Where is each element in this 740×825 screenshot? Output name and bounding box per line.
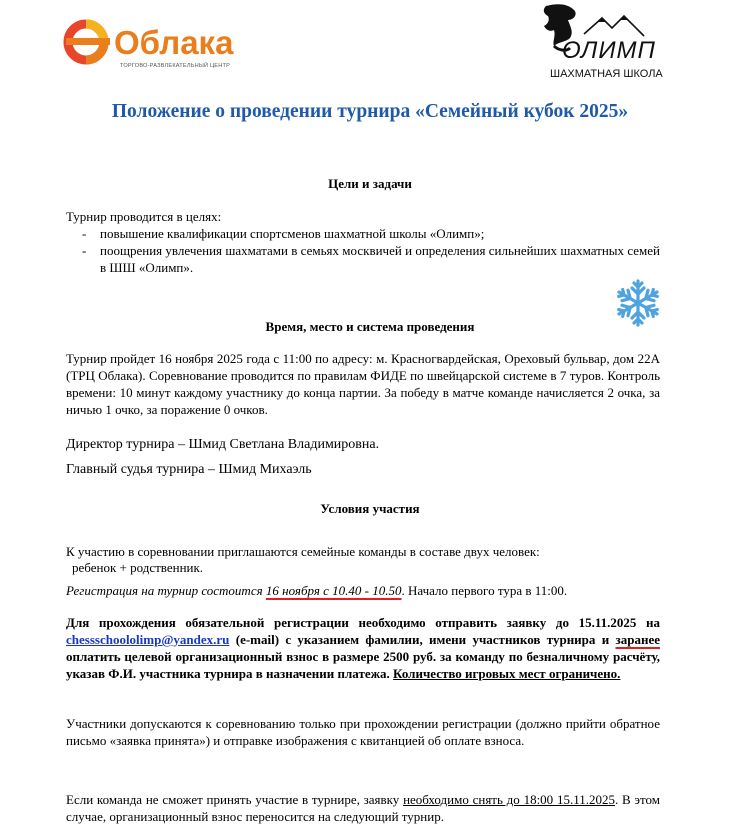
- oblaka-logo-name: Облака: [114, 24, 234, 61]
- oblaka-logo: [62, 14, 232, 70]
- requirements-advance-word: заранее: [615, 632, 660, 647]
- registration-date: 16 ноября с 10.40 - 10.50: [265, 583, 402, 598]
- registration-requirements: [66, 614, 660, 682]
- registration-line: [66, 582, 660, 599]
- goals-bullet-text: поощрения увлечения шахматами в семьях москвичей и определения сильнейших шахматных семей в ШШ «Олимп».: [100, 243, 660, 275]
- invite-line: К участию в соревновании приглашаются семейные команды в составе двух человек:: [66, 544, 540, 559]
- requirements-part1: Для прохождения обязательной регистрации необходимо отправить заявку до 15.11.2025 на: [66, 615, 660, 630]
- invite-team: ребенок + родственник.: [72, 560, 204, 575]
- olimp-logo-subtitle: ШАХМАТНАЯ ШКОЛА: [550, 68, 663, 80]
- judge-line: Главный судья турнира – Шмид Михаэль: [66, 462, 312, 477]
- cancellation-deadline: необходимо снять до 18:00 15.11.2025: [403, 792, 615, 807]
- registration-suffix: . Начало первого тура в 11:00.: [401, 583, 568, 598]
- email-link[interactable]: chessschoololimp@yandex.ru: [66, 632, 230, 647]
- oblaka-logo-subtitle: ТОРГОВО-РАЗВЛЕКАТЕЛЬНЫЙ ЦЕНТР: [120, 63, 231, 69]
- olimp-logo: [540, 2, 663, 82]
- goals-intro: Турнир проводится в целях:: [66, 209, 222, 224]
- time-paragraph: Турнир пройдет 16 ноября 2025 года с 11:00 по адресу: м. Красногвардейская, Ореховый бульвар, дом 22А (ТРЦ Облака). Соревнование проводится по правилам ФИДЕ по швейцарской системе в 7 туров. Контроль времени: 10 минут каждому участнику до конца партии. За победу в матче команде начисляется 2 очка, за ничью 1 очко, за поражение 0 очков.: [66, 351, 660, 417]
- requirements-part3: оплатить целевой организационный взнос в размере 2500 руб. за команду по безналичному расчёту, указав Ф.И. участника турнира в назначении платежа.: [66, 649, 660, 681]
- goals-bullet: - повышение квалификации спортсменов шахматной школы «Олимп»;: [82, 225, 660, 242]
- cancellation-part2: . В этом случае, организационный взнос переносится на следующий турнир.: [66, 792, 660, 824]
- time-heading: Время, место и система проведения: [265, 319, 475, 334]
- director-line: Директор турнира – Шмид Светлана Владимировна.: [66, 437, 380, 452]
- goals-bullet-text: повышение квалификации спортсменов шахматной школы «Олимп»;: [100, 226, 485, 241]
- goals-bullet: - поощрения увлечения шахматами в семьях москвичей и определения сильнейших шахматных семей в ШШ «Олимп».: [82, 243, 660, 275]
- requirements-limit: Количество игровых мест ограничено.: [393, 666, 621, 681]
- oblaka-ring-icon: [62, 18, 114, 66]
- admission-paragraph: Участники допускаются к соревнованию только при прохождении регистрации (должно прийти обратное письмо «заявка принята») и отправке изображения с квитанцией об оплате взноса.: [66, 716, 660, 748]
- registration-prefix: Регистрация на турнир состоится: [66, 583, 263, 598]
- goals-heading: Цели и задачи: [328, 176, 412, 191]
- requirements-part2: (e-mail) с указанием фамилии, имени участников турнира и: [235, 632, 610, 647]
- cancellation-paragraph: [66, 791, 660, 825]
- conditions-heading: Условия участия: [320, 501, 420, 516]
- document-title: Положение о проведении турнира «Семейный кубок 2025»: [111, 101, 629, 122]
- olimp-logo-name: ОЛИМП: [562, 37, 656, 64]
- cancellation-part1: Если команда не сможет принять участие в турнире, заявку: [66, 792, 400, 807]
